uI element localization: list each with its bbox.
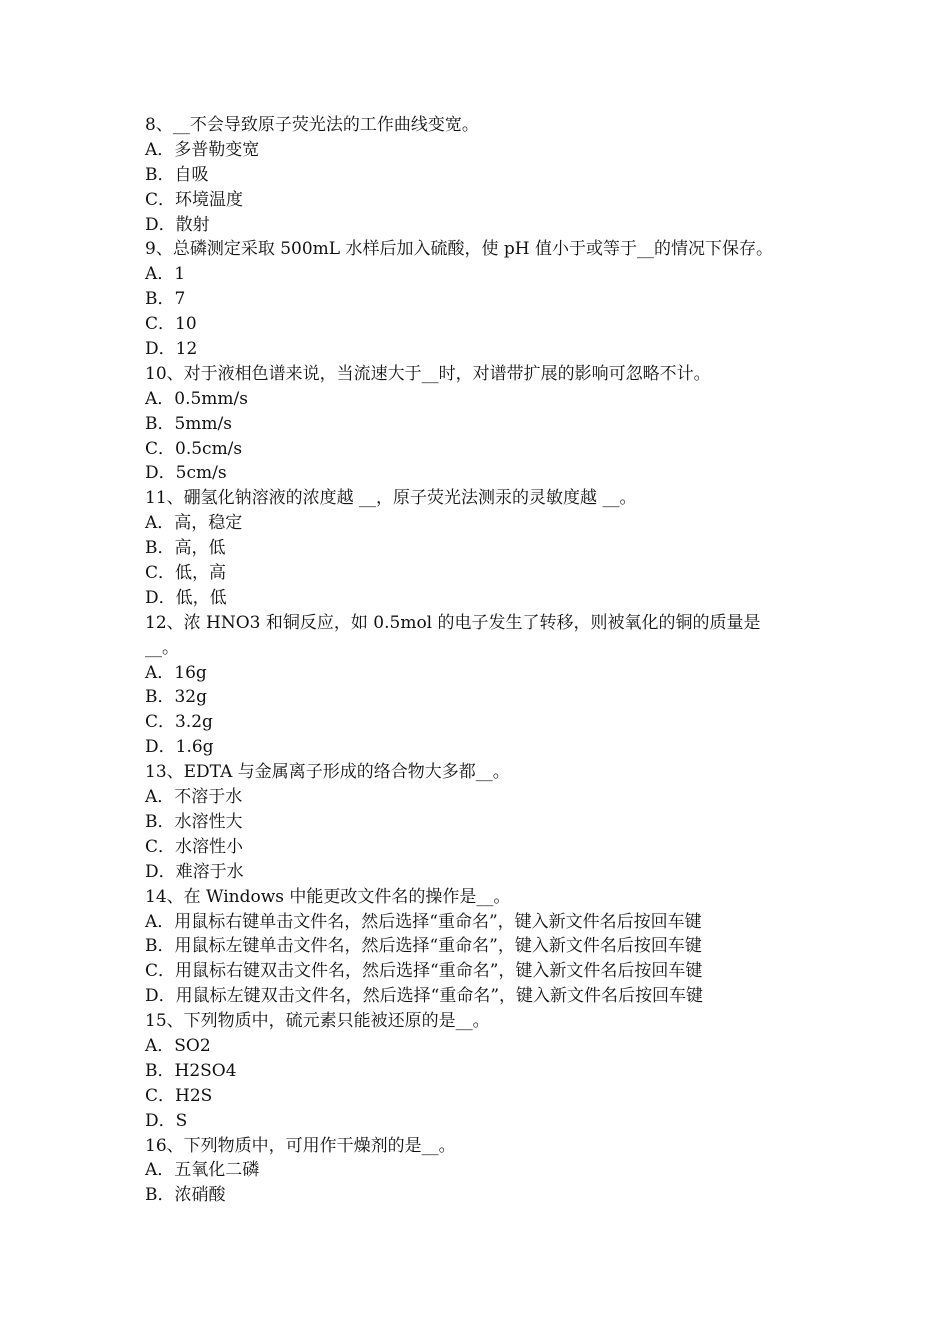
option-8-d: D．散射 bbox=[145, 214, 210, 235]
option-11-a: A．高，稳定 bbox=[145, 513, 243, 534]
option-11-b: B．高，低 bbox=[145, 538, 226, 559]
option-13-a: A．不溶于水 bbox=[145, 787, 243, 808]
question-list bbox=[145, 113, 815, 1208]
option-16-b: B．浓硝酸 bbox=[145, 1185, 226, 1206]
option-12-a: A．16g bbox=[145, 662, 207, 683]
question-8: 8、__不会导致原子荧光法的工作曲线变宽。 bbox=[145, 115, 479, 135]
option-14-b: B．用鼠标左键单击文件名，然后选择“重命名”，键入新文件名后按回车键 bbox=[145, 936, 702, 957]
option-12-b: B．32g bbox=[145, 687, 208, 708]
option-10-b: B．5mm/s bbox=[145, 413, 233, 434]
option-9-c: C．10 bbox=[145, 314, 197, 335]
option-10-d: D．5cm/s bbox=[145, 463, 227, 484]
option-9-a: A．1 bbox=[145, 264, 186, 285]
option-9-d: D．12 bbox=[145, 339, 198, 360]
question-14: 14、在 Windows 中能更改文件名的操作是__。 bbox=[145, 886, 511, 907]
option-12-c: C．3.2g bbox=[145, 712, 213, 733]
option-15-a: A．SO2 bbox=[145, 1035, 211, 1056]
option-13-d: D．难溶于水 bbox=[145, 861, 244, 882]
question-13: 13、EDTA 与金属离子形成的络合物大多都__。 bbox=[145, 762, 510, 783]
question-11: 11、硼氢化钠溶液的浓度越 __，原子荧光法测汞的灵敏度越 __。 bbox=[145, 488, 637, 509]
option-14-c: C．用鼠标右键双击文件名，然后选择“重命名”，键入新文件名后按回车键 bbox=[145, 961, 703, 982]
option-15-c: C．H2S bbox=[145, 1085, 213, 1106]
option-8-a: A．多普勒变宽 bbox=[145, 139, 260, 160]
option-13-b: B．水溶性大 bbox=[145, 811, 243, 832]
question-10: 10、对于液相色谱来说，当流速大于__时，对谱带扩展的影响可忽略不计。 bbox=[145, 363, 711, 384]
option-13-c: C．水溶性小 bbox=[145, 836, 244, 857]
question-12: 12、浓 HNO3 和铜反应，如 0.5mol 的电子发生了转移，则被氧化的铜的质量是 bbox=[145, 612, 761, 633]
question-15: 15、下列物质中，硫元素只能被还原的是__。 bbox=[145, 1011, 490, 1032]
question-9: 9、总磷测定采取 500mL 水样后加入硫酸，使 pH 值小于或等于__的情况下保存。 bbox=[145, 239, 773, 260]
option-11-d: D．低，低 bbox=[145, 587, 227, 608]
option-8-c: C．环境温度 bbox=[145, 189, 244, 210]
option-15-d: D．S bbox=[145, 1110, 188, 1131]
option-10-c: C．0.5cm/s bbox=[145, 438, 243, 459]
option-11-c: C．低，高 bbox=[145, 563, 227, 584]
option-14-d: D．用鼠标左键双击文件名，然后选择“重命名”，键入新文件名后按回车键 bbox=[145, 986, 704, 1007]
option-15-b: B．H2SO4 bbox=[145, 1060, 237, 1081]
question-16: 16、下列物质中，可用作干燥剂的是__。 bbox=[145, 1135, 456, 1156]
option-9-b: B．7 bbox=[145, 289, 186, 310]
option-14-a: A．用鼠标右键单击文件名，然后选择“重命名”，键入新文件名后按回车键 bbox=[145, 911, 702, 932]
option-16-a: A．五氧化二磷 bbox=[145, 1160, 260, 1181]
option-8-b: B．自吸 bbox=[145, 164, 209, 185]
option-12-d: D．1.6g bbox=[145, 737, 214, 758]
option-10-a: A．0.5mm/s bbox=[145, 388, 249, 409]
question-12-continued: __。 bbox=[145, 637, 179, 658]
